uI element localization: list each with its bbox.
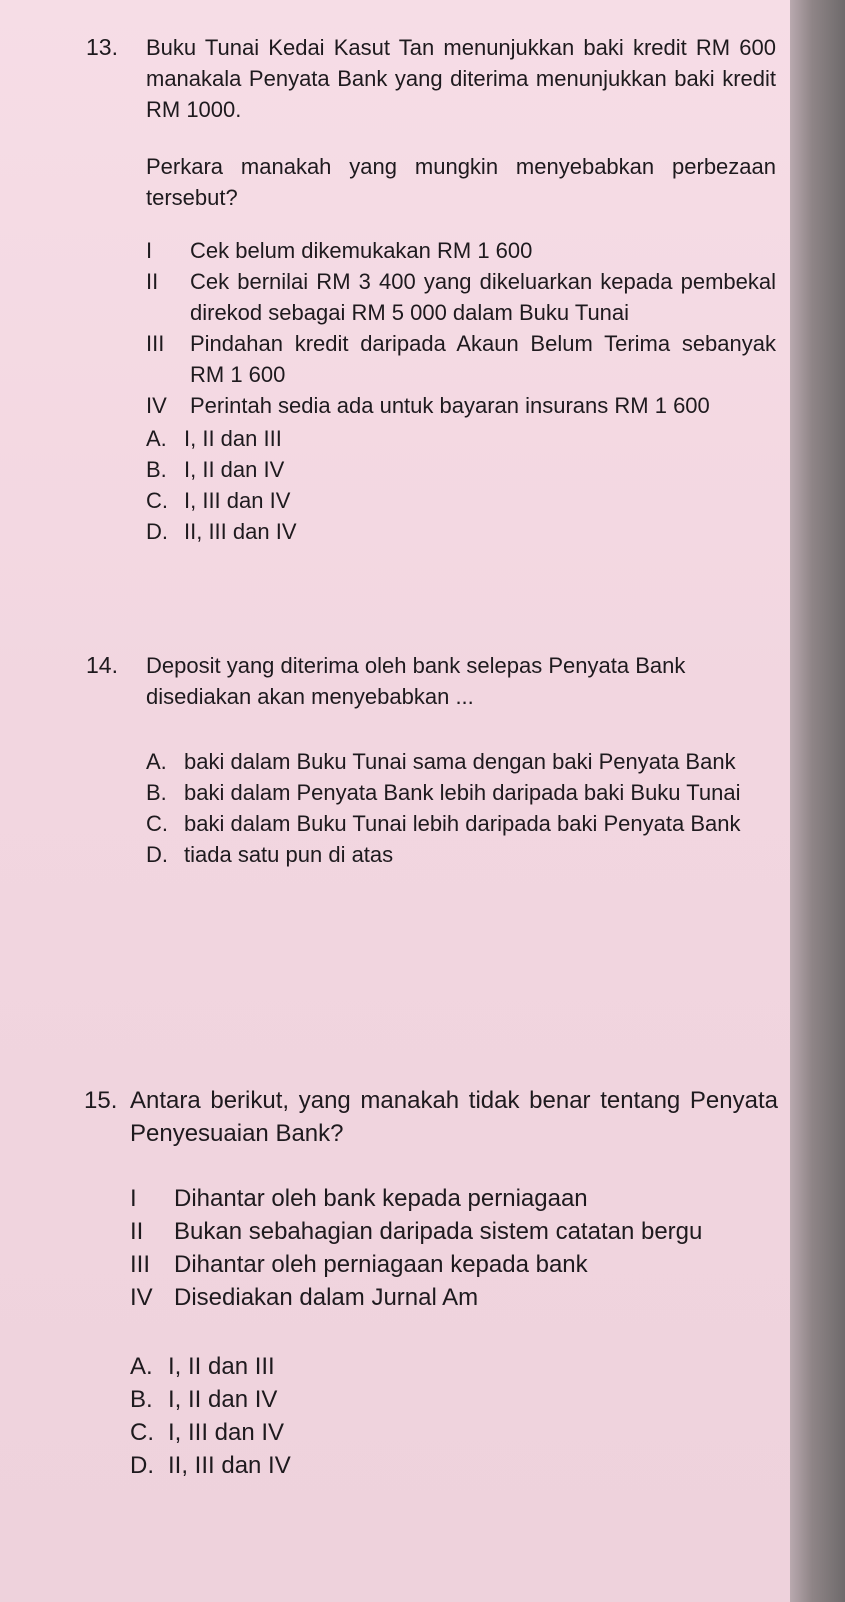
option-b[interactable] [130,1383,778,1416]
statement-text: Perintah sedia ada untuk bayaran insurans RM 1 600 [190,393,710,418]
statement-text: Cek bernilai RM 3 400 yang dikeluarkan kepada pembekal direkod sebagai RM 5 000 dalam Buku Tunai [190,269,776,325]
statement-item [130,1281,778,1314]
statement-text: Dihantar oleh bank kepada perniagaan [174,1185,588,1212]
option-letter: A. [146,426,167,451]
option-a[interactable] [146,423,776,454]
statement-numeral: II [130,1218,144,1245]
statement-numeral: IV [130,1284,153,1311]
statement-item [146,235,776,266]
question-number: 14. [86,652,118,678]
option-text: I, III dan IV [168,1419,285,1446]
question-text: Antara berikut, yang manakah tidak benar tentang Penyata Penyesuaian Bank? [130,1087,778,1147]
statement-text: Dihantar oleh perniagaan kepada bank [174,1251,588,1278]
statement-numeral: III [130,1251,151,1278]
option-letter: B. [146,457,167,482]
question-text: Deposit yang diterima oleh bank selepas Penyata Bank disediakan akan menyebabkan ... [146,653,686,709]
page-edge-shadow [790,0,845,1602]
option-letter: D. [146,519,168,544]
question-number: 13. [86,34,118,60]
option-a[interactable] [130,1350,778,1383]
option-b[interactable] [146,777,776,808]
statement-numeral: I [130,1185,137,1212]
option-text: I, II dan IV [184,457,285,482]
option-letter: C. [146,488,168,513]
statement-item [146,390,776,421]
statement-text: Bukan sebahagian daripada sistem catatan bergu [174,1218,703,1245]
option-text: II, III dan IV [184,519,297,544]
option-text: tiada satu pun di atas [184,842,394,867]
statement-numeral: IV [146,393,167,418]
option-d[interactable] [146,516,776,547]
question-14 [86,650,776,870]
option-letter: C. [146,811,168,836]
question-13 [86,32,776,547]
statement-text: Pindahan kredit daripada Akaun Belum Terima sebanyak RM 1 600 [190,331,776,387]
option-letter: B. [130,1386,153,1413]
option-text: baki dalam Buku Tunai lebih daripada baki Penyata Bank [184,811,741,836]
option-c[interactable] [146,808,776,839]
option-text: I, II dan III [184,426,282,451]
option-letter: A. [130,1353,153,1380]
option-letter: D. [146,842,168,867]
option-text: II, III dan IV [168,1452,291,1479]
option-letter: D. [130,1452,154,1479]
option-letter: C. [130,1419,154,1446]
option-text: I, III dan IV [184,488,291,513]
option-list [130,1350,778,1482]
question-15 [84,1084,778,1482]
option-c[interactable] [130,1416,778,1449]
option-b[interactable] [146,454,776,485]
statement-item [130,1182,778,1215]
option-text: baki dalam Buku Tunai sama dengan baki Penyata Bank [184,749,736,774]
statement-numeral: I [146,238,153,263]
statement-text: Disediakan dalam Jurnal Am [174,1284,479,1311]
statement-item [146,266,776,328]
statement-item [146,328,776,390]
statement-item [130,1248,778,1281]
statement-text: Cek belum dikemukakan RM 1 600 [190,238,533,263]
option-letter: A. [146,749,167,774]
question-14-header [86,650,776,712]
option-d[interactable] [146,839,776,870]
statement-list [130,1182,778,1314]
option-text: I, II dan III [168,1353,275,1380]
statement-item [130,1215,778,1248]
statement-numeral: III [146,331,165,356]
option-letter: B. [146,780,167,805]
option-d[interactable] [130,1449,778,1482]
option-list [146,423,776,547]
statement-numeral: II [146,269,159,294]
question-15-header [84,1084,778,1150]
question-13-header [86,32,776,125]
question-number: 15. [84,1087,118,1114]
option-text: baki dalam Penyata Bank lebih daripada baki Buku Tunai [184,780,741,805]
statement-list [146,235,776,421]
option-list [146,746,776,870]
option-text: I, II dan IV [168,1386,278,1413]
option-a[interactable] [146,746,776,777]
option-c[interactable] [146,485,776,516]
question-text: Buku Tunai Kedai Kasut Tan menunjukkan baki kredit RM 600 manakala Penyata Bank yang diterima menunjukkan baki kredit RM 1000. [146,35,776,122]
question-prompt: Perkara manakah yang mungkin menyebabkan perbezaan tersebut? [146,154,776,210]
